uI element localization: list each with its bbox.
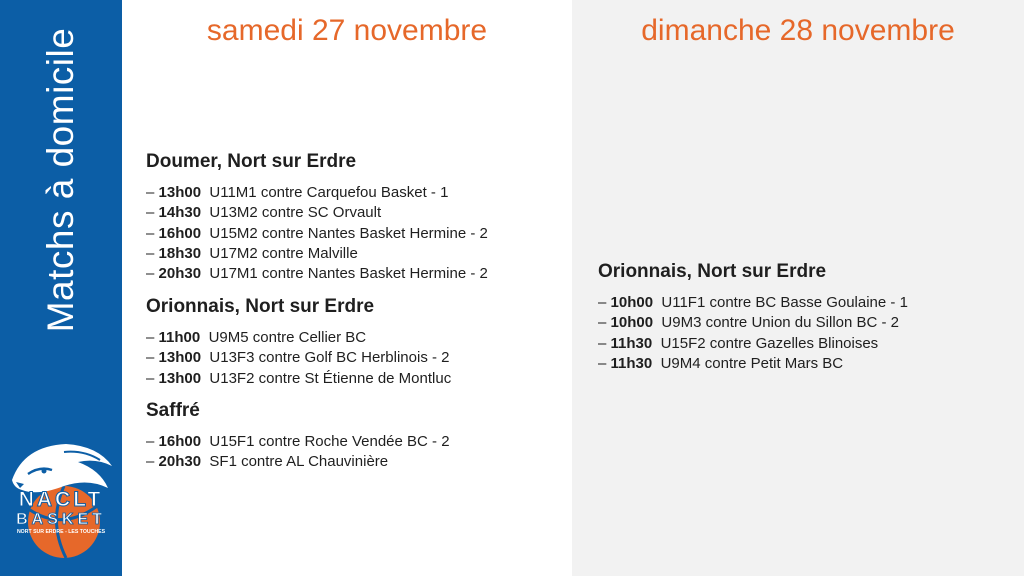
- match-row: – 20h30 U17M1 contre Nantes Basket Hermine - 2: [146, 265, 488, 283]
- match-text: U9M5 contre Cellier BC: [208, 329, 367, 346]
- venue-title: Orionnais, Nort sur Erdre: [146, 296, 375, 317]
- venue-title: Doumer, Nort sur Erdre: [146, 151, 357, 172]
- svg-text:NACLT: NACLT: [18, 488, 104, 511]
- match-text: U9M4 contre Petit Mars BC: [660, 354, 844, 372]
- match-text: U15F1 contre Roche Vendée BC - 2: [209, 433, 450, 450]
- venue-title: Saffré: [146, 400, 200, 421]
- match-time: 20h30: [158, 265, 202, 283]
- match-list: [146, 183, 488, 284]
- match-time: 11h30: [610, 354, 653, 372]
- match-list: [146, 328, 451, 389]
- svg-text:NORT SUR ERDRE - LES TOUCHES: NORT SUR ERDRE - LES TOUCHES: [16, 529, 106, 535]
- match-time: 18h30: [158, 244, 202, 262]
- match-row: – 14h30 U13M2 contre SC Orvault: [146, 204, 382, 222]
- match-time: 16h00: [158, 224, 202, 242]
- match-list: [598, 293, 908, 374]
- match-time: 13h00: [158, 369, 202, 387]
- match-time: 11h00: [158, 329, 201, 346]
- match-time: 14h30: [158, 204, 202, 222]
- match-time: 13h00: [158, 349, 202, 367]
- match-text: U15M2 contre Nantes Basket Hermine - 2: [209, 224, 488, 242]
- match-row: – 20h30 SF1 contre AL Chauvinière: [146, 453, 389, 471]
- cougar-head-logo-icon: [4, 440, 118, 562]
- match-time: 13h00: [158, 184, 202, 201]
- match-row: – 13h00 U13F2 contre St Étienne de Montluc: [146, 369, 452, 387]
- svg-text:BASKET: BASKET: [16, 511, 106, 528]
- sidebar-title: Matchs à domicile: [40, 27, 81, 333]
- match-text: U15F2 contre Gazelles Blinoises: [660, 334, 879, 352]
- venue-orionnais-saturday: [146, 296, 451, 389]
- match-text: U9M3 contre Union du Sillon BC - 2: [661, 314, 900, 332]
- match-list: [146, 432, 450, 473]
- venue-orionnais-sunday: [598, 261, 908, 374]
- match-row: – 10h00 U11F1 contre BC Basse Goulaine - 1: [598, 294, 908, 311]
- match-row: – 11h00 U9M5 contre Cellier BC: [146, 329, 367, 346]
- match-row: – 16h00 U15M2 contre Nantes Basket Hermine - 2: [146, 224, 488, 242]
- match-text: U13M2 contre SC Orvault: [209, 204, 382, 222]
- match-row: – 11h30 U15F2 contre Gazelles Blinoises: [598, 334, 879, 352]
- venue-doumer: [146, 151, 488, 284]
- match-text: U17M2 contre Malville: [209, 244, 358, 262]
- match-row: – 13h00 U13F3 contre Golf BC Herblinois - 2: [146, 349, 450, 367]
- match-time: 11h30: [610, 334, 653, 352]
- match-row: – 16h00 U15F1 contre Roche Vendée BC - 2: [146, 433, 450, 450]
- match-text: U11M1 contre Carquefou Basket - 1: [209, 184, 449, 201]
- venue-title: Orionnais, Nort sur Erdre: [598, 261, 827, 282]
- day-heading-sunday: dimanche 28 novembre: [641, 14, 955, 47]
- match-text: U13F2 contre St Étienne de Montluc: [209, 369, 452, 387]
- match-text: U17M1 contre Nantes Basket Hermine - 2: [209, 265, 488, 283]
- match-time: 20h30: [158, 453, 202, 471]
- day-heading-saturday: samedi 27 novembre: [206, 14, 488, 47]
- match-time: 10h00: [610, 314, 654, 332]
- match-text: SF1 contre AL Chauvinière: [209, 453, 389, 471]
- venue-saffre: [146, 400, 450, 473]
- match-time: 16h00: [158, 433, 202, 450]
- match-row: – 18h30 U17M2 contre Malville: [146, 244, 358, 262]
- match-time: 10h00: [610, 294, 654, 311]
- match-text: U13F3 contre Golf BC Herblinois - 2: [209, 349, 450, 367]
- match-row: – 10h00 U9M3 contre Union du Sillon BC - 2: [598, 314, 900, 332]
- sidebar: [0, 0, 122, 576]
- match-text: U11F1 contre BC Basse Goulaine - 1: [661, 294, 908, 311]
- match-row: – 13h00 U11M1 contre Carquefou Basket - 1: [146, 184, 449, 201]
- match-row: – 11h30 U9M4 contre Petit Mars BC: [598, 354, 844, 372]
